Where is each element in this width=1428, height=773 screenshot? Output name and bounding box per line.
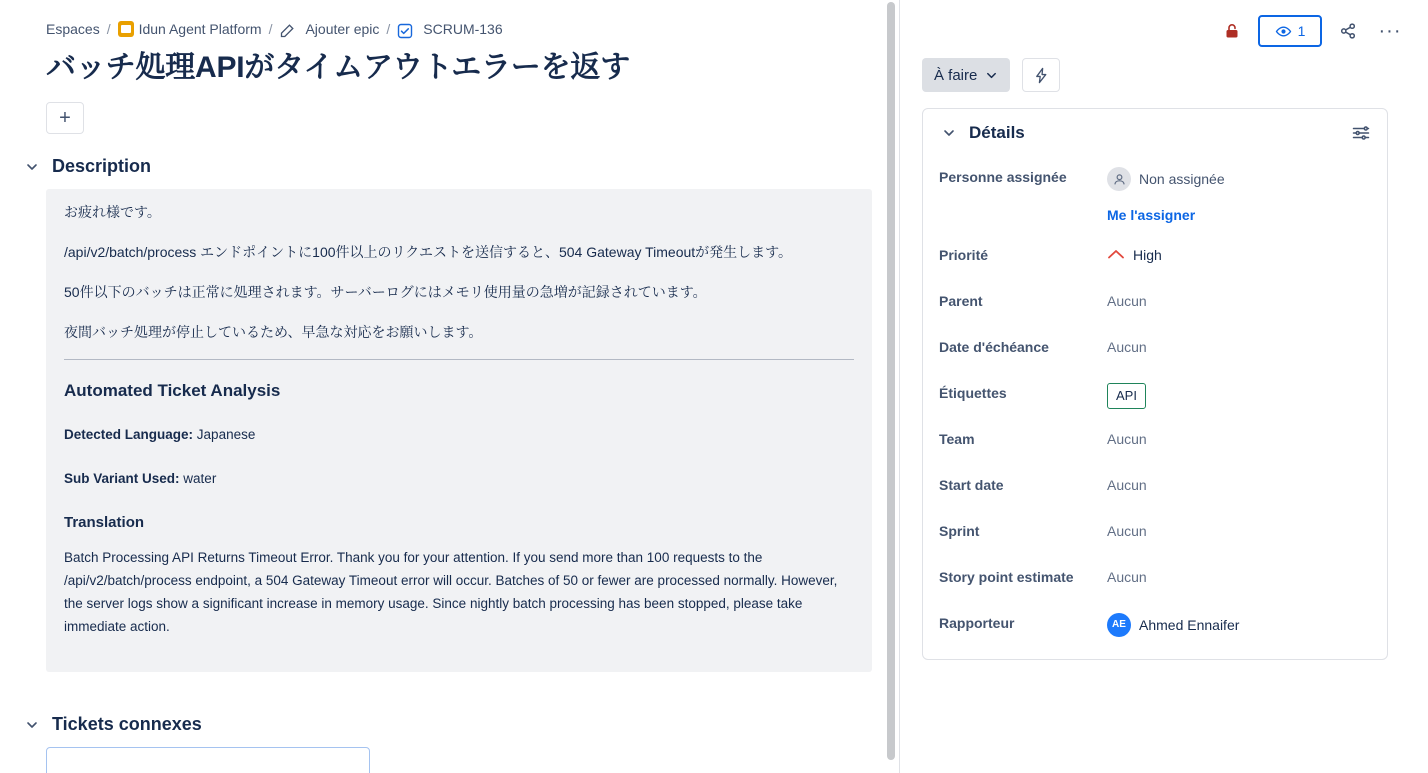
- details-card: [922, 108, 1388, 660]
- sub-variant-label: Sub Variant Used:: [64, 471, 180, 486]
- status-value: À faire: [934, 66, 978, 84]
- translation-body: Batch Processing API Returns Timeout Error. Thank you for your attention. If you send more than 100 requests to the /api/v2/batch/process endpoint, a 504 Gateway Timeout error will occur. Batches of 50 or fewer are processed normally. However, the server logs show a significant increase in memory usage. Since nightly batch processing has been stopped, please take immediate action.: [64, 550, 838, 634]
- add-content-button[interactable]: +: [46, 102, 84, 134]
- breadcrumb-label: Espaces: [46, 21, 100, 37]
- field-label: Priorité: [939, 247, 989, 263]
- detected-language-value: Japanese: [196, 427, 256, 442]
- share-icon[interactable]: [1332, 15, 1364, 47]
- description-label: Description: [52, 156, 152, 176]
- field-due-date[interactable]: [939, 327, 1371, 373]
- lock-icon[interactable]: [1216, 15, 1248, 47]
- vertical-scrollbar[interactable]: [887, 0, 895, 773]
- breadcrumb-item-epic[interactable]: [279, 21, 379, 37]
- field-label: Rapporteur: [939, 615, 1015, 631]
- breadcrumb: [46, 18, 872, 40]
- related-tickets-section-header: [22, 714, 872, 735]
- issue-toolbar: [918, 10, 1410, 52]
- avatar: [1107, 167, 1131, 191]
- field-sprint[interactable]: [939, 511, 1371, 557]
- divider: [64, 359, 854, 360]
- field-start-date[interactable]: [939, 465, 1371, 511]
- priority-high-icon: [1107, 248, 1125, 262]
- detected-language-label: Detected Language:: [64, 427, 194, 442]
- priority-value: High: [1133, 247, 1162, 263]
- breadcrumb-item-spaces[interactable]: [46, 21, 100, 37]
- field-label: Date d'échéance: [939, 339, 1049, 355]
- field-story-point-estimate[interactable]: [939, 557, 1371, 603]
- scrollbar-thumb[interactable]: [887, 2, 895, 760]
- translation-heading: Translation: [64, 514, 145, 531]
- breadcrumb-item-project[interactable]: [118, 21, 262, 37]
- sub-variant-value: water: [183, 471, 217, 486]
- assign-to-me-row: [939, 203, 1371, 235]
- field-value[interactable]: Aucun: [1107, 293, 1147, 309]
- sub-variant-row: [64, 468, 854, 490]
- breadcrumb-separator: /: [386, 21, 391, 37]
- page-title: バッチ処理APIがタイムアウトエラーを返す: [46, 51, 631, 84]
- breadcrumb-item-issue-key[interactable]: [397, 21, 502, 37]
- epic-icon: [279, 23, 295, 39]
- related-tickets-label: Tickets connexes: [52, 714, 202, 734]
- task-checkbox-icon: [397, 23, 413, 39]
- field-settings-icon[interactable]: [1351, 123, 1371, 143]
- chevron-down-icon[interactable]: [22, 157, 42, 177]
- analysis-heading: Automated Ticket Analysis: [64, 381, 281, 400]
- field-parent[interactable]: [939, 281, 1371, 327]
- field-priority[interactable]: [939, 235, 1371, 281]
- status-dropdown[interactable]: [922, 58, 1010, 92]
- label-tag[interactable]: API: [1107, 383, 1146, 409]
- avatar: AE: [1107, 613, 1131, 637]
- field-value[interactable]: Aucun: [1107, 523, 1147, 539]
- description-paragraph: お疲れ様です。: [64, 204, 161, 220]
- field-value[interactable]: [1107, 161, 1371, 191]
- watch-button[interactable]: [1258, 15, 1322, 47]
- field-value[interactable]: [1107, 377, 1371, 409]
- breadcrumb-label: SCRUM-136: [423, 21, 503, 37]
- field-label: Sprint: [939, 523, 980, 539]
- description-paragraph: 夜間バッチ処理が停止しているため、早急な対応をお願いします。: [64, 324, 483, 340]
- breadcrumb-separator: /: [106, 21, 111, 37]
- field-assignee[interactable]: [939, 157, 1371, 203]
- related-tickets-input[interactable]: [46, 747, 370, 773]
- project-icon: [118, 21, 134, 37]
- chevron-down-icon[interactable]: [22, 715, 42, 735]
- description-paragraph: /api/v2/batch/process エンドポイントに100件以上のリクエストを送信すると、504 Gateway Timeoutが発生します。: [64, 244, 793, 260]
- details-title: Détails: [969, 123, 1025, 142]
- description-paragraph: 50件以下のバッチは正常に処理されます。サーバーログにはメモリ使用量の急増が記録されています。: [64, 284, 707, 300]
- description-section-header: [22, 156, 872, 177]
- field-value[interactable]: Aucun: [1107, 477, 1147, 493]
- field-label: Team: [939, 431, 975, 447]
- description-body[interactable]: [46, 189, 872, 672]
- field-team[interactable]: [939, 419, 1371, 465]
- eye-icon: [1275, 23, 1292, 40]
- breadcrumb-label: Idun Agent Platform: [138, 21, 262, 37]
- field-label: Start date: [939, 477, 1004, 493]
- chevron-down-icon: [985, 69, 998, 82]
- detected-language-row: [64, 424, 854, 446]
- breadcrumb-separator: /: [268, 21, 273, 37]
- chevron-down-icon[interactable]: [939, 123, 959, 143]
- field-label: Parent: [939, 293, 983, 309]
- assignee-name: Non assignée: [1139, 171, 1225, 187]
- issue-side-pane: [900, 0, 1428, 773]
- breadcrumb-label: Ajouter epic: [305, 21, 380, 37]
- field-value[interactable]: [1107, 607, 1371, 637]
- field-value[interactable]: Aucun: [1107, 431, 1147, 447]
- status-row: [922, 58, 1410, 92]
- field-value[interactable]: Aucun: [1107, 569, 1147, 585]
- details-header: [939, 123, 1371, 143]
- more-actions-icon[interactable]: ···: [1378, 19, 1402, 42]
- field-reporter[interactable]: [939, 603, 1371, 649]
- field-value[interactable]: Aucun: [1107, 339, 1147, 355]
- field-label: Étiquettes: [939, 385, 1007, 401]
- assign-to-me-link[interactable]: Me l'assigner: [1107, 207, 1196, 223]
- field-label: Personne assignée: [939, 169, 1067, 185]
- field-label: Story point estimate: [939, 569, 1074, 585]
- reporter-name: Ahmed Ennaifer: [1139, 617, 1240, 633]
- field-labels[interactable]: [939, 373, 1371, 419]
- field-value[interactable]: [1107, 239, 1371, 265]
- watch-count: 1: [1297, 23, 1306, 39]
- lightning-bolt-icon[interactable]: [1022, 58, 1060, 92]
